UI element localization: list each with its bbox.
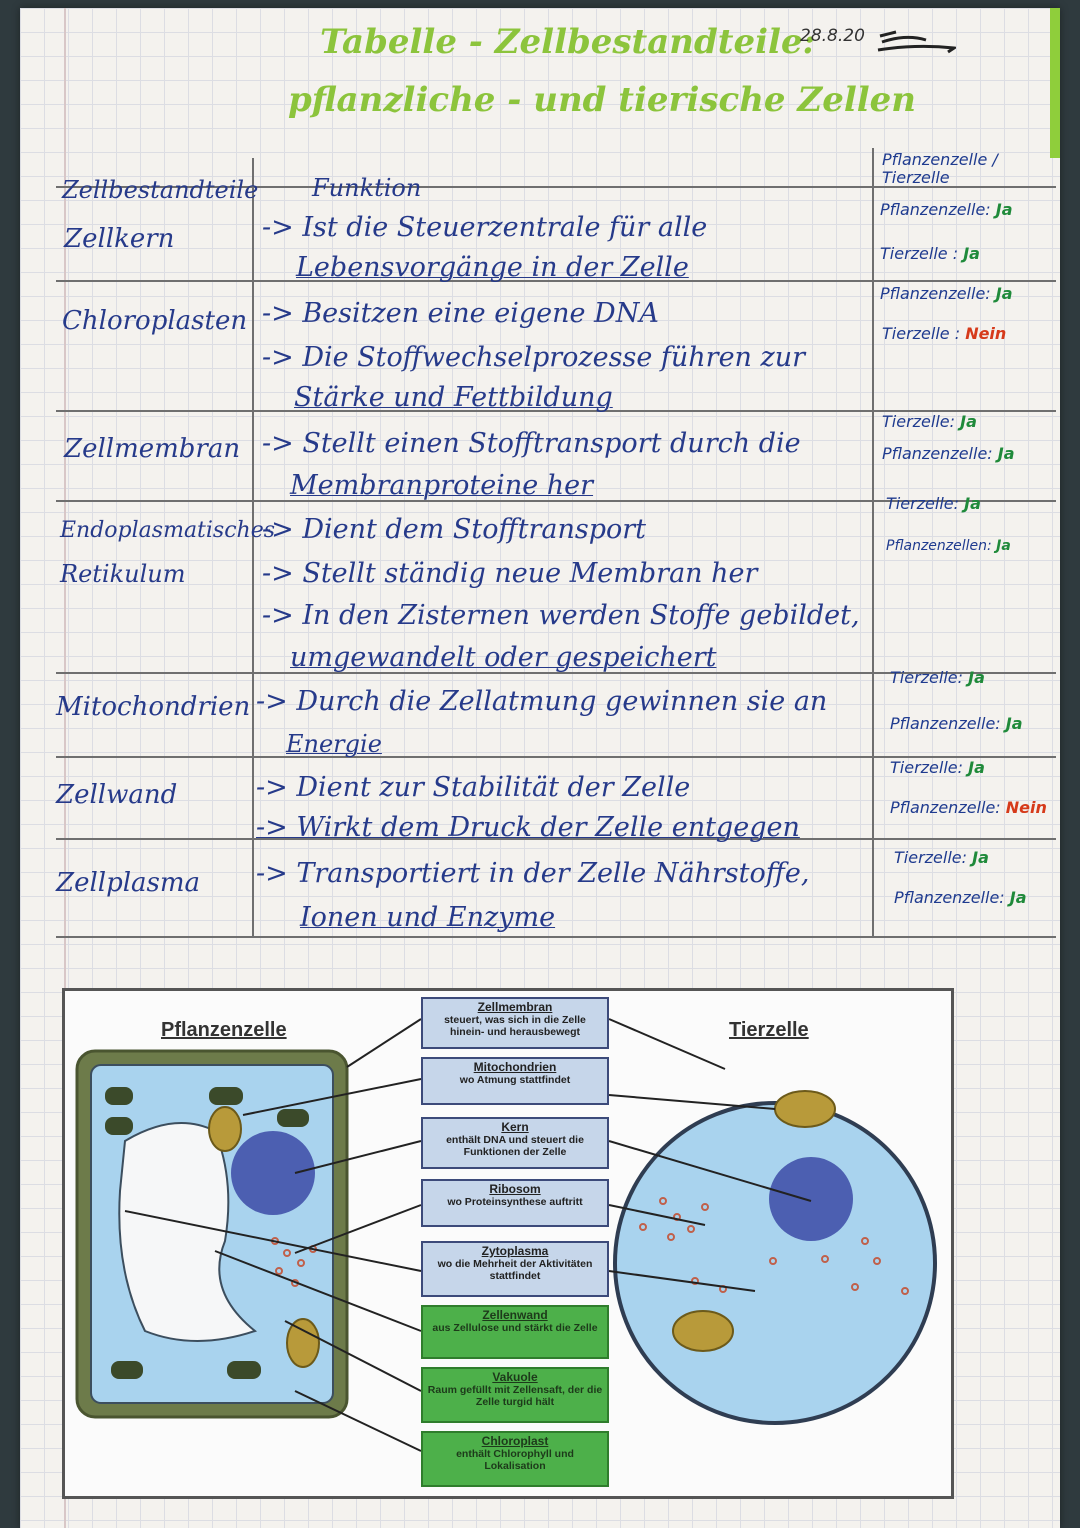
cell-components-table xyxy=(56,148,1056,938)
type-cell: Pflanzenzelle: Ja xyxy=(894,888,1027,907)
animal-cell-label: Tierzelle xyxy=(729,1019,809,1041)
page-title: Tabelle - Zellbestandteile: xyxy=(320,22,816,62)
function-line: -> Durch die Zellatmung gewinnen sie an xyxy=(256,686,828,717)
function-line: Ionen und Enzyme xyxy=(300,902,556,933)
function-line: -> Ist die Steuerzentrale für alle xyxy=(262,212,708,243)
type-cell: Pflanzenzelle: Ja xyxy=(880,284,1013,303)
header-component: Zellbestandteile xyxy=(62,176,259,204)
function-line: -> Wirkt dem Druck der Zelle entgegen xyxy=(256,812,800,843)
type-cell: Tierzelle: Ja xyxy=(890,668,985,687)
legend-box-vacuole: Vakuole Raum gefüllt mit Zellensaft, der die Zelle turgid hält xyxy=(421,1367,609,1423)
component-name: Zellplasma xyxy=(56,868,201,898)
type-cell: Pflanzenzelle: Ja xyxy=(890,714,1023,733)
function-line: -> In den Zisternen werden Stoffe gebildet, xyxy=(262,600,860,631)
plant-cell-label: Pflanzenzelle xyxy=(161,1019,287,1041)
component-name: Mitochondrien xyxy=(56,692,251,722)
function-line: -> Stellt ständig neue Membran her xyxy=(262,558,758,589)
function-line: Lebensvorgänge in der Zelle xyxy=(296,252,689,283)
legend-box-cell-membrane: Zellmembran steuert, was sich in die Zelle hinein- und herausbewegt xyxy=(421,997,609,1049)
type-cell: Tierzelle : Nein xyxy=(882,324,1007,343)
type-cell: Pflanzenzelle: Ja xyxy=(882,444,1015,463)
function-line: Stärke und Fettbildung xyxy=(294,382,613,413)
signature-scribble xyxy=(876,26,956,56)
header-function: Funktion xyxy=(312,174,422,202)
type-cell: Tierzelle: Ja xyxy=(886,494,981,513)
function-line: -> Transportiert in der Zelle Nährstoffe, xyxy=(256,858,810,889)
component-name: Endoplasmatisches xyxy=(60,518,276,543)
page-edge xyxy=(1050,8,1060,158)
component-name: Chloroplasten xyxy=(62,306,248,336)
legend-box-cell-wall: Zellenwand aus Zellulose und stärkt die Zelle xyxy=(421,1305,609,1359)
type-cell: Tierzelle: Ja xyxy=(890,758,985,777)
legend-box-nucleus: Kern enthält DNA und steuert die Funktionen der Zelle xyxy=(421,1117,609,1169)
header-type-line1: Pflanzenzelle / xyxy=(882,150,998,169)
type-cell: Tierzelle: Ja xyxy=(882,412,977,431)
function-line: -> Stellt einen Stofftransport durch die xyxy=(262,428,801,459)
component-name-line2: Retikulum xyxy=(60,560,186,588)
component-name: Zellkern xyxy=(64,224,175,254)
function-line: -> Die Stoffwechselprozesse führen zur xyxy=(262,342,806,373)
header-type-line2: Tierzelle xyxy=(882,168,950,187)
type-cell: Tierzelle : Ja xyxy=(880,244,980,263)
function-line: umgewandelt oder gespeichert xyxy=(290,642,717,673)
type-cell: Tierzelle: Ja xyxy=(894,848,989,867)
type-cell: Pflanzenzellen: Ja xyxy=(886,538,1011,554)
component-name: Zellwand xyxy=(56,780,178,810)
function-line: -> Dient zur Stabilität der Zelle xyxy=(256,772,691,803)
notebook-page xyxy=(20,8,1060,1528)
cell-diagram xyxy=(62,988,954,1499)
legend-box-ribosome: Ribosom wo Proteinsynthese auftritt xyxy=(421,1179,609,1227)
legend-box-mitochondria: Mitochondrien wo Atmung stattfindet xyxy=(421,1057,609,1105)
legend-box-cytoplasm: Zytoplasma wo die Mehrheit der Aktivitäten stattfindet xyxy=(421,1241,609,1297)
type-cell: Pflanzenzelle: Ja xyxy=(880,200,1013,219)
type-cell: Pflanzenzelle: Nein xyxy=(890,798,1047,817)
function-line: -> Dient dem Stofftransport xyxy=(262,514,646,545)
function-line: Membranproteine her xyxy=(290,470,594,501)
date-label: 28.8.20 xyxy=(800,26,865,46)
function-line: -> Besitzen eine eigene DNA xyxy=(262,298,659,329)
legend-box-chloroplast: Chloroplast enthält Chlorophyll und Lokalisation xyxy=(421,1431,609,1487)
function-line: Energie xyxy=(286,730,382,758)
component-name: Zellmembran xyxy=(64,434,241,464)
page-subtitle: pflanzliche - und tierische Zellen xyxy=(288,80,917,120)
